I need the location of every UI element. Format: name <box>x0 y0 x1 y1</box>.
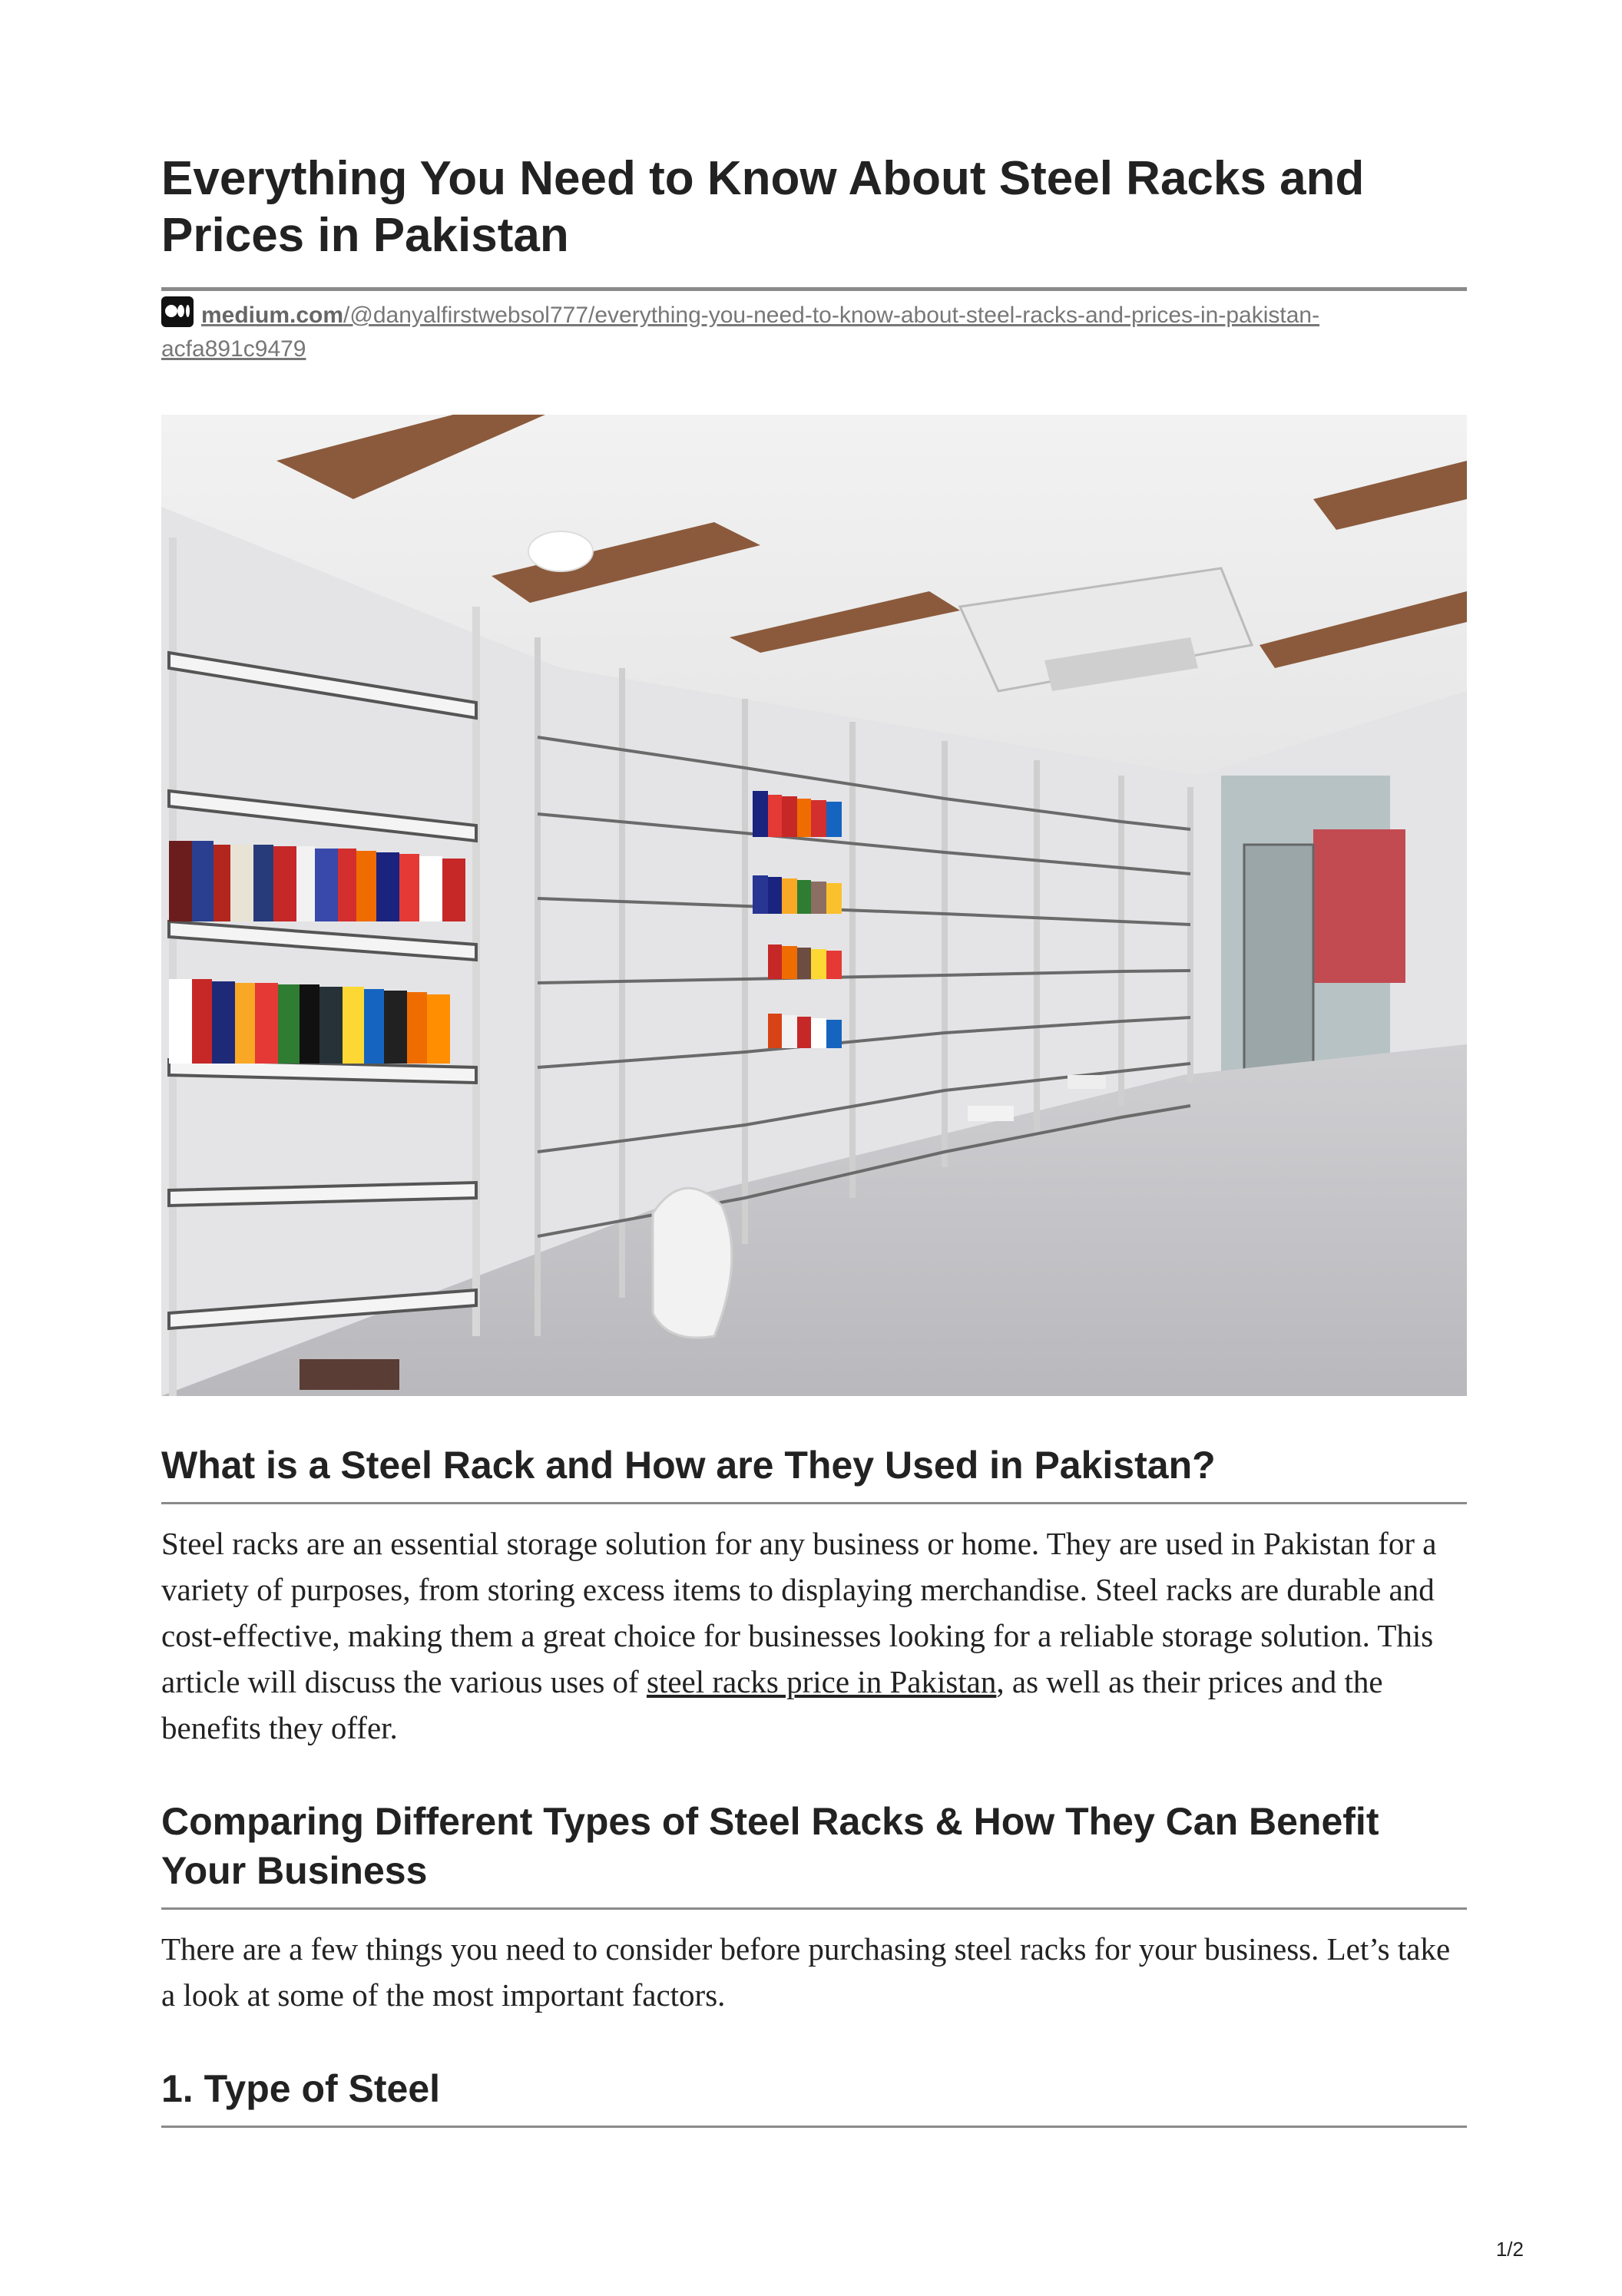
section-body-2: There are a few things you need to consider before purchasing steel racks for your business. Let’s take a look at some of the most important factors. <box>161 1931 1451 2013</box>
section-divider-2 <box>161 1907 1467 1910</box>
section-body-1-text-b: , as well as their prices and the benefits they offer. <box>161 1664 1383 1745</box>
steel-racks-price-link[interactable]: steel racks price in Pakistan <box>646 1664 997 1699</box>
section-divider-1 <box>161 1502 1467 1504</box>
source-url[interactable] <box>161 303 1319 362</box>
source-path-line2: acfa891c9479 <box>161 336 306 362</box>
section-divider-3 <box>161 2126 1467 2128</box>
source-domain: medium.com <box>201 303 344 328</box>
section-body-1-text-a: Steel racks are an essential storage solution for any business or home. They are used in Pakistan for a variety of purposes, from storing excess items to displaying merchandise. Steel racks are durable and cost-effective, making them a great choice for businesses looking for a reliable storage solution. This article will discuss the various uses of <box>161 1526 1437 1699</box>
medium-logo-icon <box>161 296 194 327</box>
section-heading-3: 1. Type of Steel <box>161 2067 441 2110</box>
section-heading-2: Comparing Different Types of Steel Racks & How They Can Benefit Your Business <box>161 1800 1379 1892</box>
source-path-line1: /@danyalfirstwebsol777/everything-you-need-to-know-about-steel-racks-and-prices-in-pakistan- <box>343 303 1320 328</box>
title-divider <box>161 287 1467 291</box>
page-number: 1/2 <box>1495 2238 1524 2261</box>
section-heading-1: What is a Steel Rack and How are They Used in Pakistan? <box>161 1444 1216 1487</box>
source-link[interactable] <box>161 296 1467 366</box>
hero-image <box>161 415 1467 1396</box>
section-body-1 <box>161 1520 1467 1751</box>
article-title: Everything You Need to Know About Steel Racks and Prices in Pakistan <box>161 152 1365 262</box>
bookshelf-photo <box>161 415 1467 1396</box>
